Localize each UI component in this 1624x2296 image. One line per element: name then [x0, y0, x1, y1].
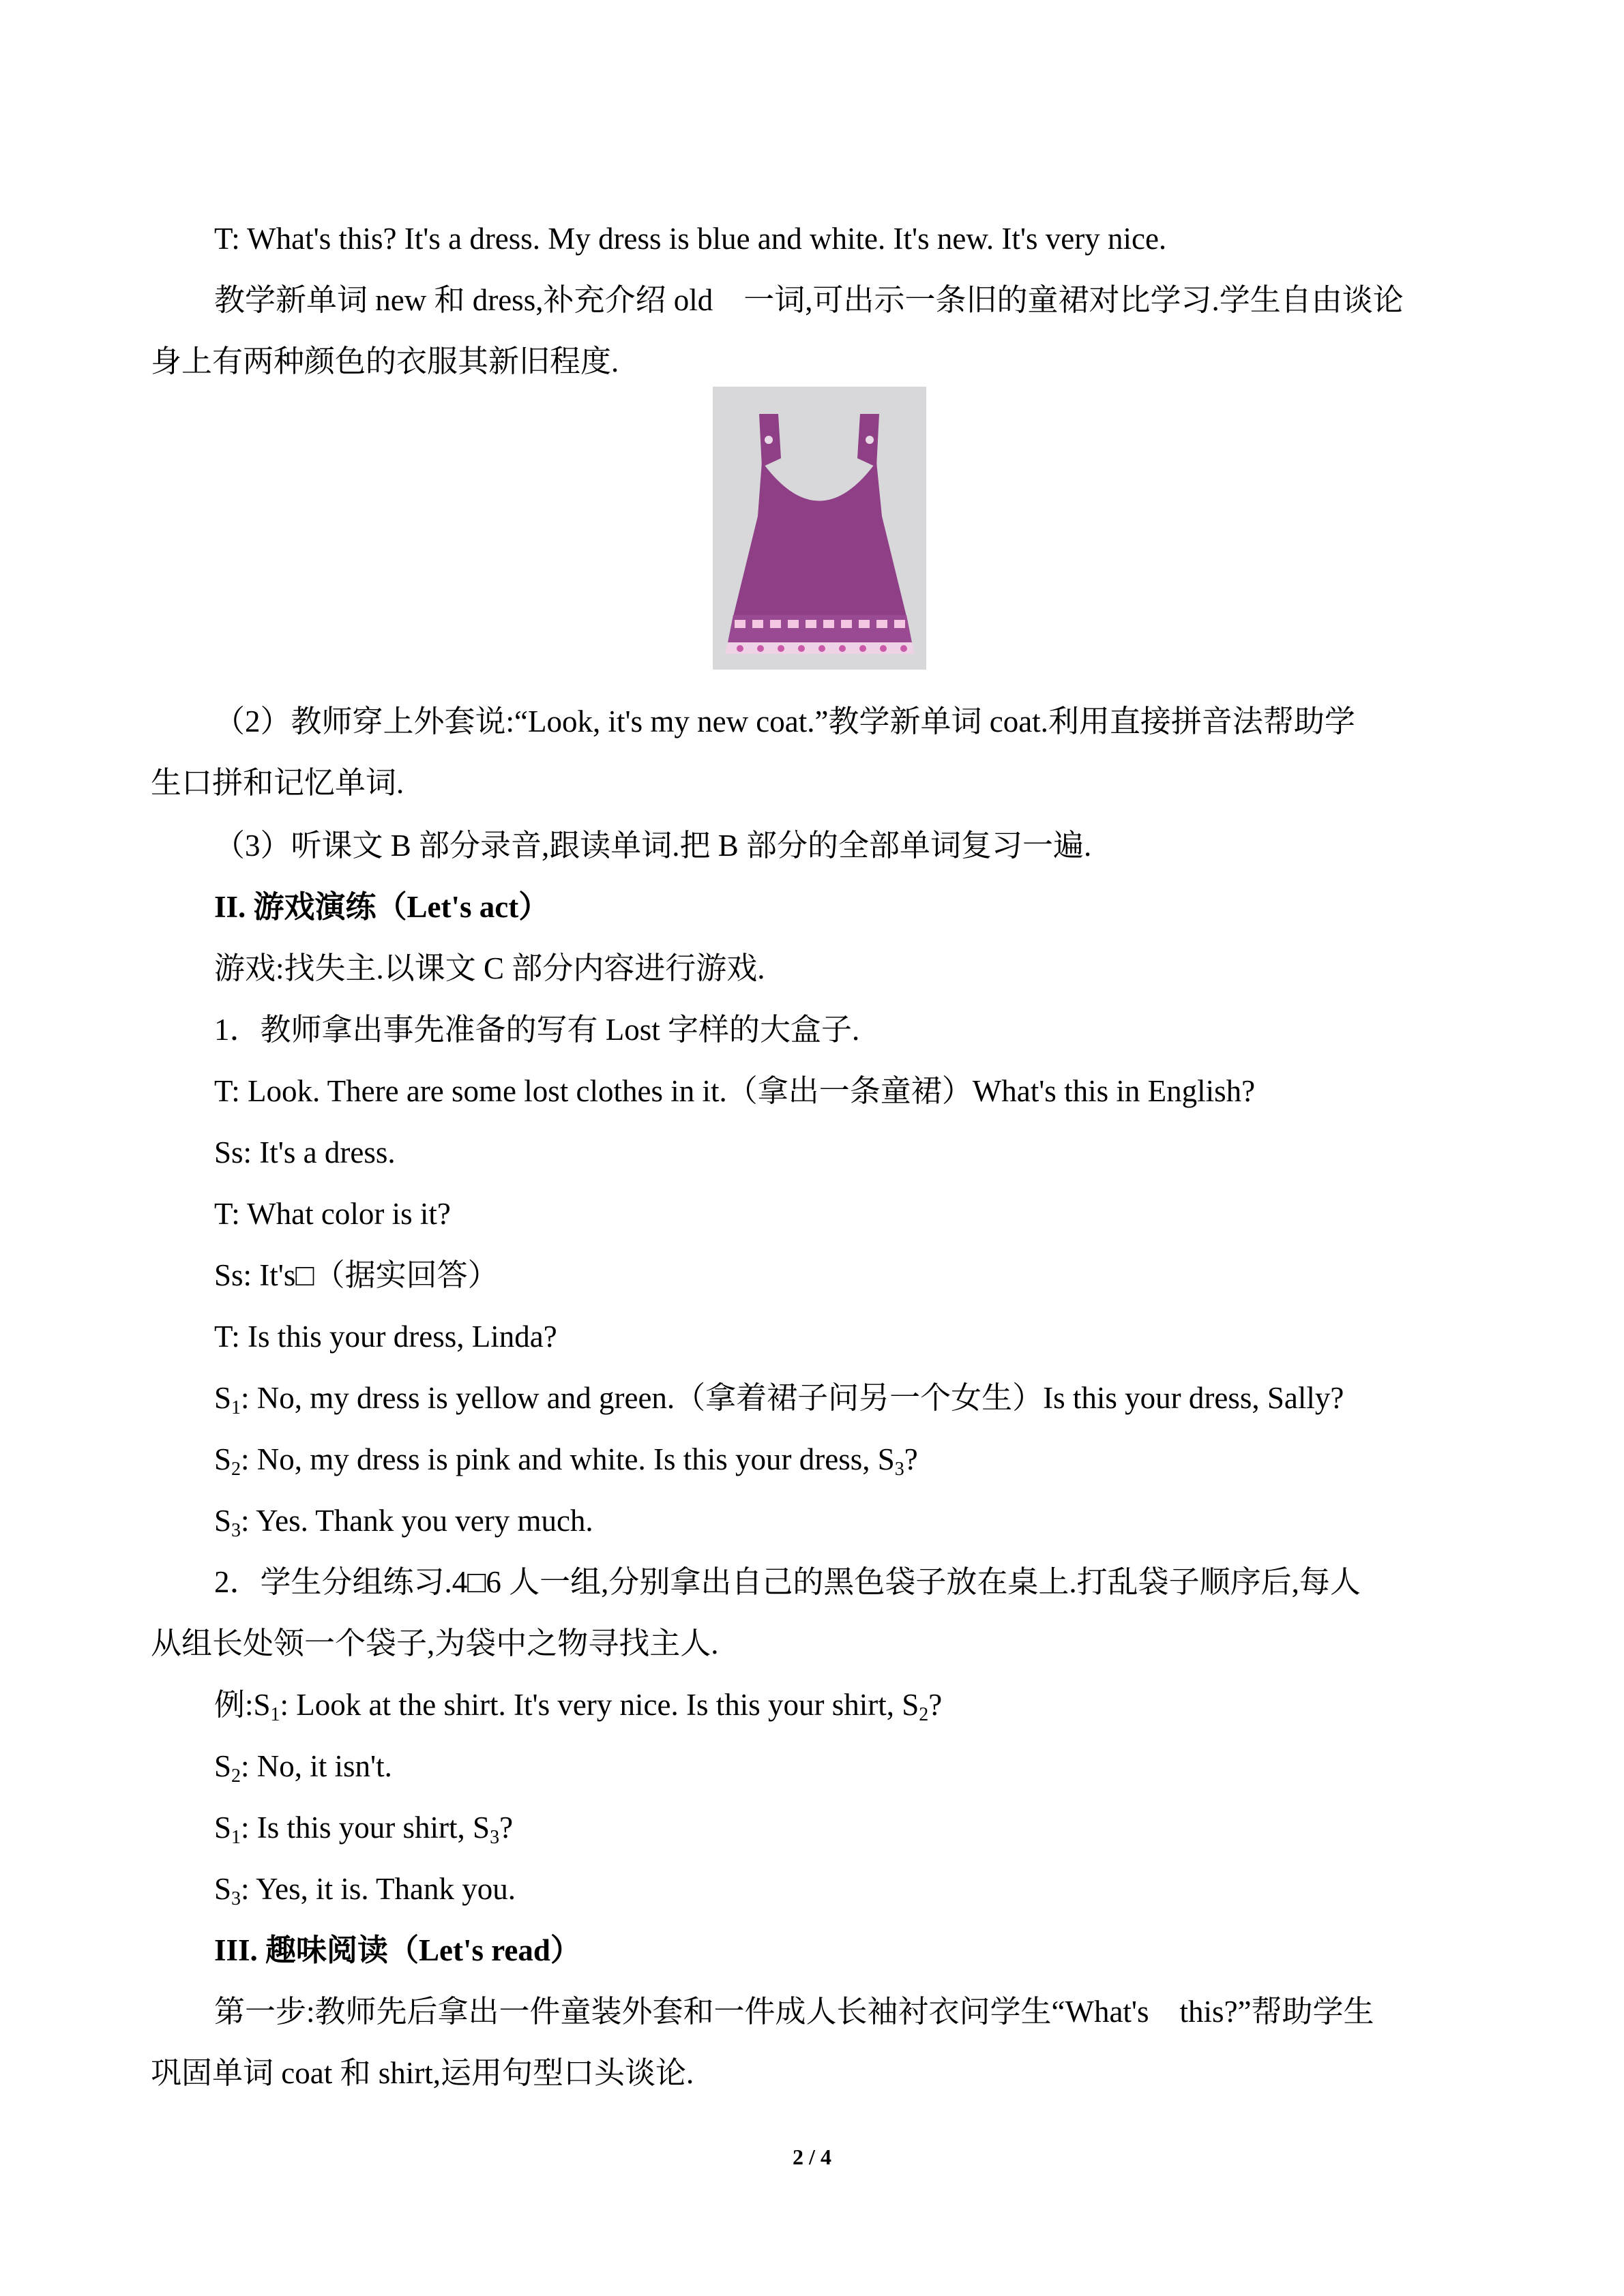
- speaker-subscript: 3: [231, 1888, 241, 1909]
- dialogue-end: ?: [499, 1810, 514, 1845]
- dialogue-line: [214, 1502, 593, 1540]
- speaker-label: S: [214, 1381, 232, 1415]
- addressee-subscript: 3: [894, 1459, 904, 1480]
- dialogue-text: : No, it isn't.: [241, 1749, 392, 1783]
- text-line: 生口拼和记忆单词.: [151, 766, 404, 800]
- text-line: （2）教师穿上外套说:“Look, it's my new coat.”教学新单词 coat.利用直接拼音法帮助学: [214, 704, 1355, 739]
- dress-image: [713, 387, 926, 670]
- dialogue-end: ?: [904, 1442, 918, 1476]
- speaker-subscript: 1: [270, 1704, 280, 1725]
- speaker-subscript: 3: [231, 1520, 241, 1541]
- section-heading: II. 游戏演练（Let's act）: [214, 890, 550, 924]
- text-line: T: What's this? It's a dress. My dress is blue and white. It's new. It's very nice.: [214, 222, 1167, 256]
- speaker-label: S: [214, 1504, 232, 1538]
- dialogue-text: : Is this your shirt, S: [241, 1810, 490, 1845]
- dialogue-line: [214, 1747, 392, 1785]
- dialogue-line: [214, 1379, 1344, 1417]
- page-number: 2 / 4: [793, 2145, 831, 2169]
- dialogue-text: : No, my dress is yellow and green.（拿着裙子问另一个女生）Is this your dress, Sally?: [241, 1381, 1344, 1415]
- speaker-subscript: 1: [231, 1827, 241, 1848]
- speaker-label: S: [214, 1872, 232, 1906]
- text-line: Ss: It's a dress.: [214, 1135, 396, 1169]
- dialogue-line: [214, 1808, 513, 1847]
- dialogue-text: : Yes. Thank you very much.: [241, 1504, 593, 1538]
- speaker-label: S: [214, 1442, 232, 1476]
- text-line: 游戏:找失主.以课文 C 部分内容进行游戏.: [214, 951, 765, 985]
- text-line: （3）听课文 B 部分录音,跟读单词.把 B 部分的全部单词复习一遍.: [214, 829, 1092, 863]
- dialogue-end: ?: [928, 1688, 943, 1722]
- text-line: 1．教师拿出事先准备的写有 Lost 字样的大盒子.: [214, 1013, 860, 1047]
- dialogue-text: : Look at the shirt. It's very nice. Is this your shirt, S: [280, 1688, 919, 1722]
- dialogue-text: : Yes, it is. Thank you.: [241, 1872, 516, 1906]
- dialogue-line: [214, 1870, 516, 1908]
- speaker-subscript: 2: [231, 1459, 241, 1480]
- text-line: 教学新单词 new 和 dress,补充介绍 old 一词,可出示一条旧的童裙对比学习.学生自由谈论: [214, 283, 1404, 317]
- text-line: T: Is this your dress, Linda?: [214, 1320, 557, 1354]
- text-line: 巩固单词 coat 和 shirt,运用句型口头谈论.: [151, 2056, 694, 2090]
- addressee-subscript: 2: [919, 1704, 929, 1725]
- text-line: 2．学生分组练习.4□6 人一组,分别拿出自己的黑色袋子放在桌上.打乱袋子顺序后,每人: [214, 1565, 1361, 1599]
- addressee-subscript: 3: [490, 1827, 500, 1848]
- dialogue-text: : No, my dress is pink and white. Is this your dress, S: [241, 1442, 895, 1476]
- text-line: T: What color is it?: [214, 1197, 451, 1231]
- speaker-subscript: 2: [231, 1765, 241, 1787]
- text-line: 身上有两种颜色的衣服其新旧程度.: [151, 344, 619, 378]
- text-line: 第一步:教师先后拿出一件童装外套和一件成人长袖衬衣问学生“What's this?”帮助学生: [214, 1995, 1374, 2029]
- dress-icon: [713, 387, 926, 670]
- text-line: Ss: It's□（据实回答）: [214, 1258, 499, 1292]
- speaker-label: S: [214, 1810, 232, 1845]
- speaker-subscript: 1: [231, 1397, 241, 1418]
- dialogue-line: [214, 1686, 942, 1724]
- text-line: T: Look. There are some lost clothes in it.（拿出一条童裙）What's this in English?: [214, 1074, 1256, 1108]
- section-heading: III. 趣味阅读（Let's read）: [214, 1933, 581, 1967]
- speaker-label: S: [214, 1749, 232, 1783]
- dialogue-line: [214, 1440, 918, 1478]
- speaker-label: 例:S: [214, 1688, 271, 1722]
- text-line: 从组长处领一个袋子,为袋中之物寻找主人.: [151, 1626, 719, 1660]
